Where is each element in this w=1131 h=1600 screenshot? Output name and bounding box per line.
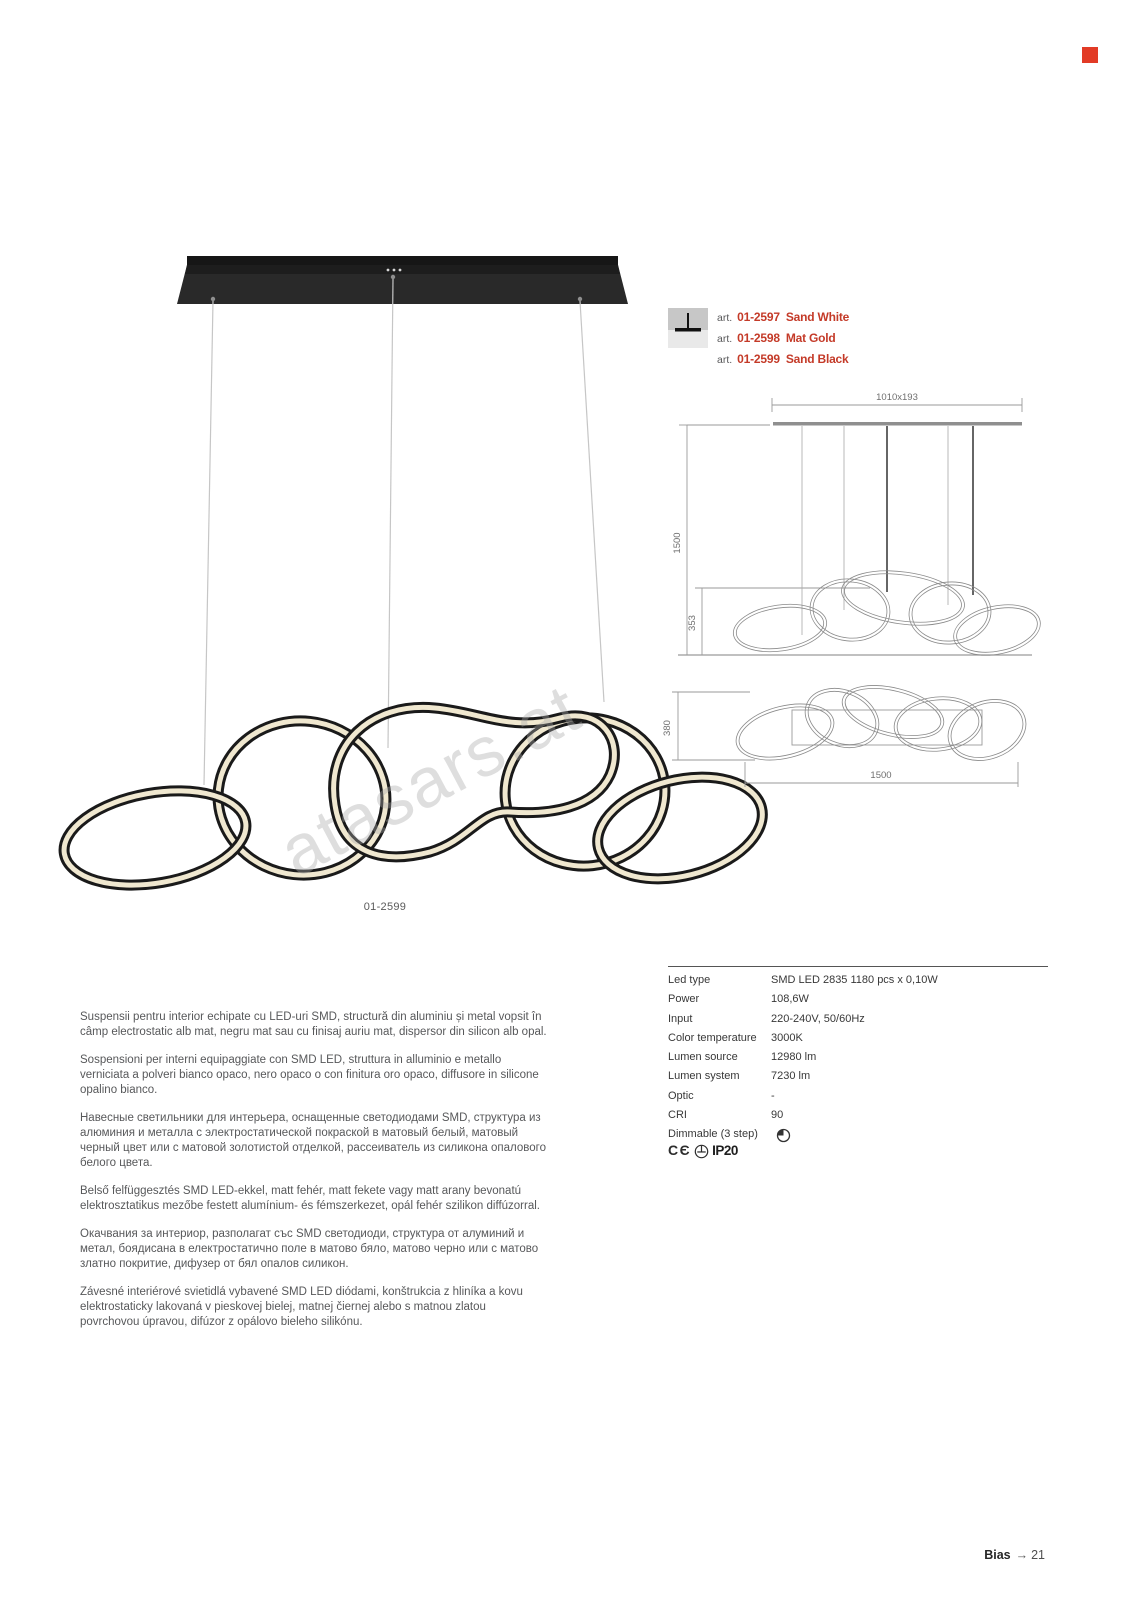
suspension-wire [388,279,393,748]
page-corner-marker [1082,47,1098,63]
spec-row [668,1029,1048,1048]
spec-value: 3000K [771,1031,803,1044]
article-finish: Mat Gold [785,331,836,345]
description-paragraph-sk: Závesné interiérové svietidlá vybavené SMD LED diódami, konštrukcia z hliníka a kovu elektrostaticky lakovaná v pieskovej bielej, matnej čiernej alebo s matnou zlatou povrchovou úpravou, difúzor z opálovo bieleho silikónu. [80,1286,523,1328]
spec-row [668,990,1048,1009]
spec-label: Power [668,993,700,1006]
spec-label: Led type [668,974,711,986]
dim-body-height-label: 353 [687,615,698,631]
spec-label: Lumen system [668,1070,740,1083]
led-loop [57,778,254,899]
dim-length-label: 1500 [870,770,892,781]
spec-value [776,1125,1048,1144]
spec-label: Lumen source [668,1051,738,1064]
spec-value: - [771,1089,775,1102]
article-code: 01-2597 [737,310,780,324]
description-paragraph-bg: Окачвания за интериор, разполагат със SMD светодиоди, структура от алуминий и метал, боядисана в електростатично поле в матово бяло, матово черно или с матово златно покритие, дифузер от бял опалов силикон. [80,1228,539,1270]
spec-label: CRI [668,1109,687,1122]
pendant-glyph-icon [668,308,708,348]
wire-anchor [578,297,582,301]
spec-value: 12980 lm [771,1051,817,1064]
led-loop [210,713,393,884]
dim-canopy-label: 1010x193 [876,392,918,403]
canopy [177,256,628,304]
wire-anchor [391,275,395,279]
suspension-wire [204,301,213,785]
spec-label: Dimmable (3 step) [668,1128,758,1141]
spec-value: 7230 lm [771,1070,811,1083]
article-prefix: art. [717,312,733,324]
footer-arrow-icon: → [1015,1548,1029,1562]
article-row [717,348,849,369]
spec-row [668,1067,1048,1086]
canopy-dot [399,269,402,272]
description-paragraph-ro: Suspensii pentru interior echipate cu LED-uri SMD, structură din aluminiu și metal vopsit în câmp electrostatic alb mat, negru mat sau cu finisaj auriu mat, dispersor din silicon alb opal. [80,1011,547,1038]
dim-height-label: 380 [662,720,673,736]
spec-row [668,1048,1048,1067]
description-paragraph-hu: Belső felfüggesztés SMD LED-ekkel, matt fehér, matt fekete vagy matt arany bevonatú elektrosztatikus mezőbe festett alumínium- és fémszerkezet, opál fehér szilikon diffúzorral. [80,1185,540,1212]
article-code: 01-2598 [737,331,780,345]
footer [880,1548,1045,1562]
spec-value: 220-240V, 50/60Hz [771,1012,865,1025]
description-block [80,1010,548,1343]
suspension-wire [580,301,604,702]
spec-row [668,1106,1048,1125]
spec-label: Input [668,1012,693,1025]
description-paragraph-ru: Навесные светильники для интерьера, оснащенные светодиодами SMD, структура из алюминия и металла с электростатической покраской в матовый белый, матовый черный цвет или с матовой золотистой отделкой, рассеиватель из силикона опалового белого цвета. [80,1112,546,1169]
article-prefix: art. [717,354,733,366]
article-prefix: art. [717,333,733,345]
article-row [717,306,849,327]
spec-row [668,1087,1048,1106]
spec-row [668,971,1048,990]
dim-drop-label: 1500 [672,532,683,554]
dimmable-icon [776,1128,791,1143]
spec-row [668,1010,1048,1029]
spec-label: Optic [668,1089,694,1102]
dimension-drawing-top [650,670,1040,795]
spec-value: 108,6W [771,993,809,1006]
dimension-drawing-front [650,385,1040,665]
article-code: 01-2599 [737,352,780,366]
spec-value: 90 [771,1109,784,1122]
wire-anchor [211,297,215,301]
certifications [668,1140,738,1160]
protection-class-icon [694,1144,709,1159]
spec-value: SMD LED 2835 1180 pcs x 0,10W [771,974,938,986]
canopy-dot [393,269,396,272]
article-list [717,306,849,369]
page-number: 21 [1031,1548,1045,1562]
spec-table [668,966,1048,1145]
description-paragraph-it: Sospensioni per interni equipaggiate con SMD LED, struttura in alluminio e metallo verniciata a polveri bianco opaco, nero opaco o con finitura oro opaco, diffusore in silicone opalino bianco. [80,1054,539,1096]
product-name: Bias [984,1548,1011,1562]
article-finish: Sand Black [785,352,849,366]
photo-caption: 01-2599 [363,901,407,913]
drawing-loops-top [730,676,1034,771]
ce-mark: CЄ [668,1142,692,1158]
watermark: atasars.at [267,668,593,892]
canopy-dot [387,269,390,272]
article-row [717,327,849,348]
pendant-mount-icon [668,308,708,348]
spec-label: Color temperature [668,1031,757,1044]
ip-rating: IP20 [712,1142,738,1158]
article-finish: Sand White [785,310,850,324]
